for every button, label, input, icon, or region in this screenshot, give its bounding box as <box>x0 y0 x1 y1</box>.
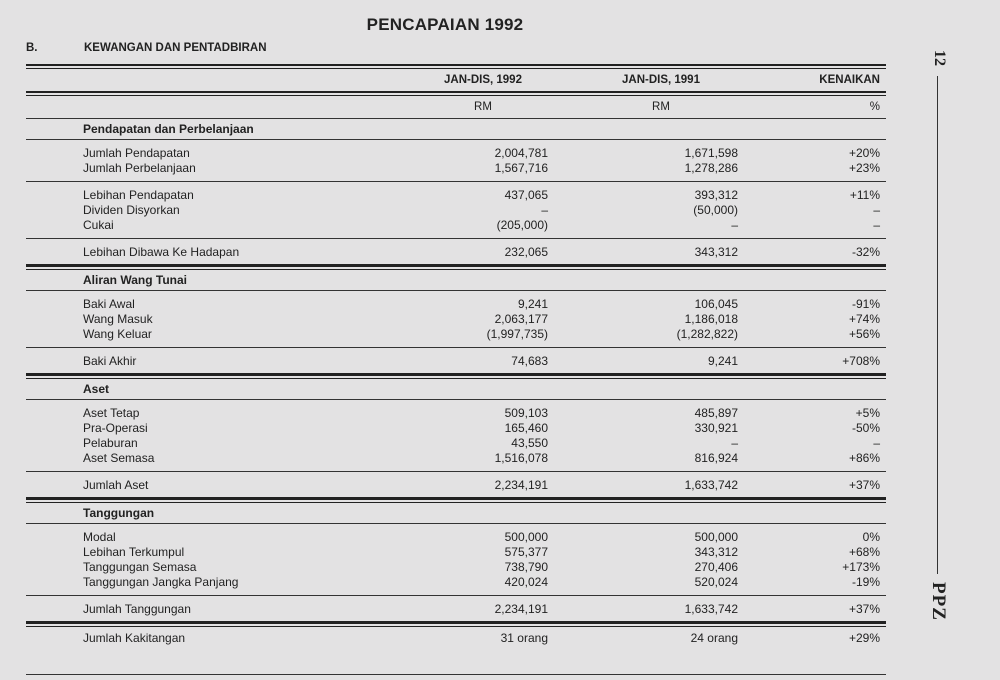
table-body <box>26 119 886 621</box>
value-1992: 500,000 <box>504 530 548 544</box>
value-1991: 1,633,742 <box>684 478 738 492</box>
table-row <box>26 451 886 466</box>
row-label: Aset Tetap <box>83 406 140 420</box>
value-change: – <box>873 218 880 232</box>
value-1991: (50,000) <box>693 203 738 217</box>
value-1992: 165,460 <box>504 421 548 435</box>
section-title: KEWANGAN DAN PENTADBIRAN <box>84 42 267 54</box>
rule <box>26 399 886 400</box>
value-1992: – <box>541 203 548 217</box>
value-1991: 1,633,742 <box>684 602 738 616</box>
column-header-1992: JAN-DIS, 1992 <box>444 74 522 86</box>
page-number: 12 <box>931 50 948 66</box>
group-title <box>26 119 886 139</box>
value-1992: 2,063,177 <box>494 312 548 326</box>
column-header-change: KENAIKAN <box>819 74 880 86</box>
value-1992: 2,234,191 <box>494 478 548 492</box>
group-title-text: Pendapatan dan Perbelanjaan <box>83 122 254 136</box>
rule <box>26 347 886 348</box>
table-row <box>26 146 886 161</box>
value-1992: 43,550 <box>511 436 548 450</box>
value-1992: (1,997,735) <box>486 327 548 341</box>
value-1991: – <box>731 218 738 232</box>
table-row <box>26 297 886 312</box>
row-label: Jumlah Aset <box>83 478 149 492</box>
value-change: +86% <box>848 451 880 465</box>
total-row <box>26 478 886 493</box>
rule <box>26 621 886 627</box>
value-1991: (1,282,822) <box>676 327 738 341</box>
value-1991: 520,024 <box>694 575 738 589</box>
value-1992: 2,234,191 <box>494 602 548 616</box>
row-label: Pelaburan <box>83 436 138 450</box>
table-row <box>26 560 886 575</box>
table-row <box>26 545 886 560</box>
page-title: PENCAPAIAN 1992 <box>366 15 524 34</box>
row-label: Dividen Disyorkan <box>83 203 180 217</box>
unit-change: % <box>869 101 880 113</box>
row-label: Cukai <box>83 218 114 232</box>
side-mark: PPZ <box>928 582 949 621</box>
value-1991: 9,241 <box>707 354 738 368</box>
value-1991: 1,186,018 <box>684 312 738 326</box>
value-1991: 500,000 <box>694 530 738 544</box>
group-title-text: Aset <box>83 382 110 396</box>
table-row <box>26 575 886 590</box>
rule <box>26 595 886 596</box>
row-label: Pra-Operasi <box>83 421 148 435</box>
value-1991: 270,406 <box>694 560 738 574</box>
row-label: Baki Awal <box>83 297 135 311</box>
value-change: +37% <box>848 602 880 616</box>
table-row <box>26 161 886 176</box>
total-row <box>26 354 886 369</box>
value-change: +68% <box>848 545 880 559</box>
value-1992: 1,567,716 <box>494 161 548 175</box>
row-label: Modal <box>83 530 116 544</box>
value-1992: 74,683 <box>511 354 548 368</box>
row-label: Wang Keluar <box>83 327 152 341</box>
group-title <box>26 379 886 399</box>
value-1992: 31 orang <box>500 631 548 645</box>
value-change: +74% <box>848 312 880 326</box>
value-change: +37% <box>848 478 880 492</box>
value-change: -32% <box>851 245 880 259</box>
value-1992: 437,065 <box>504 188 548 202</box>
row-label: Jumlah Kakitangan <box>83 631 186 645</box>
rule <box>26 139 886 140</box>
value-1992: 420,024 <box>504 575 548 589</box>
row-label: Jumlah Tanggungan <box>83 602 191 616</box>
rule <box>26 181 886 182</box>
value-1991: 393,312 <box>694 188 738 202</box>
rule <box>26 471 886 472</box>
margin-line <box>937 76 938 574</box>
value-1992: 2,004,781 <box>494 146 548 160</box>
value-1992: 1,516,078 <box>494 451 548 465</box>
value-1991: 1,671,598 <box>684 146 738 160</box>
bottom-rule <box>26 674 886 675</box>
row-label: Baki Akhir <box>83 354 137 368</box>
row-label: Jumlah Perbelanjaan <box>83 161 196 175</box>
row-label: Lebihan Terkumpul <box>83 545 185 559</box>
row-label: Tanggungan Jangka Panjang <box>83 575 239 589</box>
group-title <box>26 270 886 290</box>
value-change: +20% <box>848 146 880 160</box>
table-row <box>26 530 886 545</box>
total-row <box>26 245 886 260</box>
value-change: – <box>873 203 880 217</box>
value-1991: – <box>731 436 738 450</box>
rule <box>26 290 886 291</box>
staff-row <box>26 631 886 646</box>
row-label: Tanggungan Semasa <box>83 560 197 574</box>
table-row <box>26 406 886 421</box>
rule <box>26 238 886 239</box>
row-label: Lebihan Dibawa Ke Hadapan <box>83 245 240 259</box>
row-label: Aset Semasa <box>83 451 155 465</box>
value-1992: 738,790 <box>504 560 548 574</box>
value-change: +56% <box>848 327 880 341</box>
value-1991: 1,278,286 <box>684 161 738 175</box>
group-title-text: Tanggungan <box>83 506 155 520</box>
rule <box>26 523 886 524</box>
value-change: +29% <box>848 631 880 645</box>
value-1992: 232,065 <box>504 245 548 259</box>
group-title <box>26 503 886 523</box>
value-1991: 330,921 <box>694 421 738 435</box>
table-row <box>26 327 886 342</box>
row-label: Lebihan Pendapatan <box>83 188 194 202</box>
value-change: -19% <box>851 575 880 589</box>
value-change: 0% <box>862 530 880 544</box>
value-1991: 106,045 <box>694 297 738 311</box>
value-1991: 343,312 <box>694 245 738 259</box>
value-1991: 24 orang <box>690 631 738 645</box>
value-1992: 509,103 <box>504 406 548 420</box>
value-1992: 575,377 <box>504 545 548 559</box>
value-change: -50% <box>851 421 880 435</box>
value-change: -91% <box>851 297 880 311</box>
value-change: +23% <box>848 161 880 175</box>
table-row <box>26 188 886 203</box>
value-1992: 9,241 <box>517 297 548 311</box>
value-1991: 485,897 <box>694 406 738 420</box>
value-1991: 816,924 <box>694 451 738 465</box>
table-row <box>26 421 886 436</box>
row-label: Jumlah Pendapatan <box>83 146 190 160</box>
row-label: Wang Masuk <box>83 312 153 326</box>
total-row <box>26 602 886 617</box>
table-row <box>26 203 886 218</box>
table-row <box>26 312 886 327</box>
table-row <box>26 436 886 451</box>
value-change: +173% <box>842 560 880 574</box>
group-title-text: Aliran Wang Tunai <box>83 273 187 287</box>
value-change: – <box>873 436 880 450</box>
value-1991: 343,312 <box>694 545 738 559</box>
unit-1991: RM <box>652 101 670 113</box>
value-change: +11% <box>849 188 880 202</box>
column-header-row <box>26 69 886 91</box>
table-row <box>26 218 886 233</box>
column-header-1991: JAN-DIS, 1991 <box>622 74 700 86</box>
value-change: +708% <box>842 354 880 368</box>
unit-1992: RM <box>474 101 492 113</box>
value-change: +5% <box>855 406 880 420</box>
value-1992: (205,000) <box>496 218 548 232</box>
finance-table <box>26 64 886 646</box>
section-letter: B. <box>26 42 38 54</box>
units-row <box>26 96 886 118</box>
